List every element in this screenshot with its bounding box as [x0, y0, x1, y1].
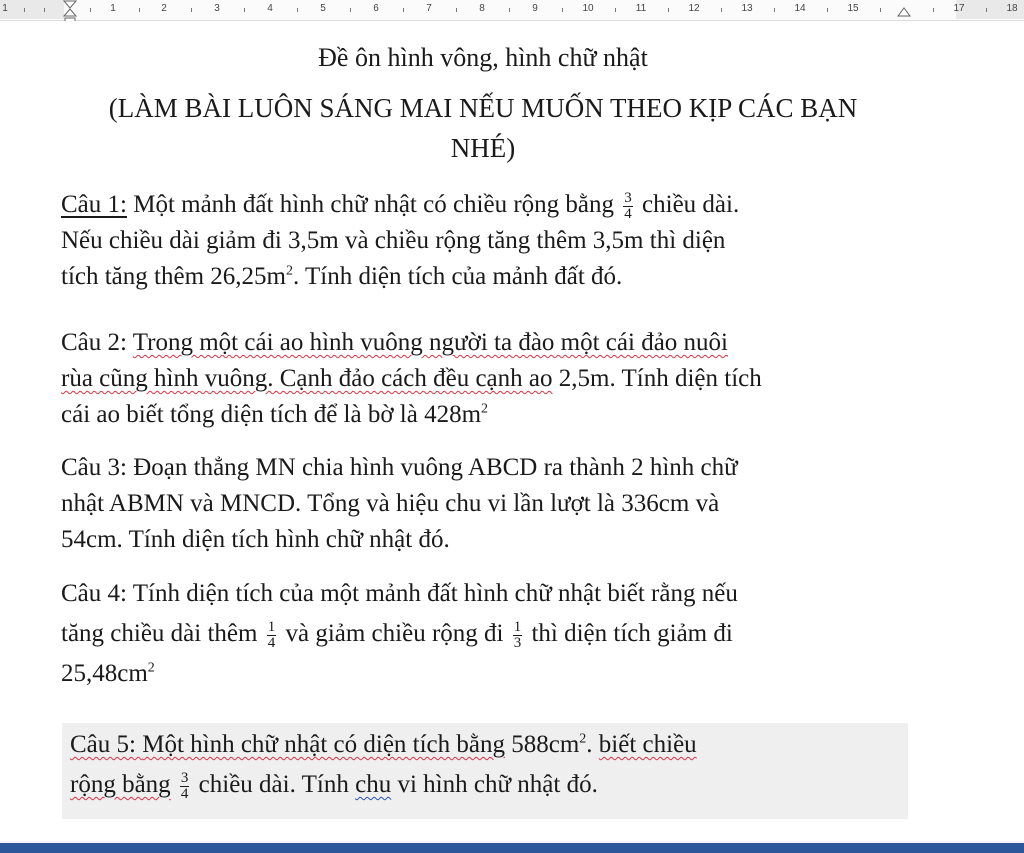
document-subtitle-line1: (LÀM BÀI LUÔN SÁNG MAI NẾU MUỐN THEO KỊP CÁC BẠN	[108, 93, 858, 123]
ruler-tick	[562, 8, 563, 12]
q5-line-1c: .	[586, 731, 599, 758]
fraction-3-4-q5: $\frac{3}{4}$	[180, 769, 189, 802]
q5-line-2c: chu	[355, 771, 392, 798]
q1-text-b: chiều dài.	[642, 191, 740, 218]
ruler-tick	[880, 8, 881, 12]
q2-line-3: cái ao biết tổng diện tích để là bờ là 428m	[61, 401, 482, 428]
ruler-tick	[24, 8, 25, 12]
ruler-label: 5	[320, 3, 326, 14]
ruler-tick	[139, 8, 140, 12]
ruler-tick	[191, 8, 192, 12]
ruler-label: 15	[847, 3, 859, 14]
fraction-1-3: $\frac{1}{3}$	[513, 618, 522, 651]
ruler-label: 13	[741, 3, 753, 14]
q5-line-2b: chiều dài. Tính	[198, 771, 356, 798]
ruler-label: 9	[532, 3, 538, 14]
q1-line-3b: . Tính diện tích của mảnh đất đó.	[292, 263, 623, 290]
ruler-tick	[933, 8, 934, 12]
ruler-label: 18	[1006, 3, 1018, 14]
ruler-tick	[403, 8, 404, 12]
ruler-tick	[774, 8, 775, 12]
ruler-tick	[615, 8, 616, 12]
q2-line-2b: 2,5m. Tính diện tích	[552, 365, 762, 392]
ruler-tick	[244, 8, 245, 12]
q4-superscript: 2	[147, 660, 155, 676]
question-5	[70, 727, 950, 807]
q5-line-2d: vi hình chữ nhật đó.	[391, 771, 598, 798]
fraction-1-4: $\frac{1}{4}$	[267, 618, 276, 651]
ruler-label: 1	[110, 3, 116, 14]
q4-line-2a: tăng chiều dài thêm	[61, 620, 258, 647]
ruler-label: 14	[794, 3, 806, 14]
document-title: Đề ôn hình vông, hình chữ nhật	[318, 43, 648, 72]
q1-line-3a: tích tăng thêm 26,25m	[61, 263, 286, 290]
ruler-tick	[668, 8, 669, 12]
q4-line-1: Câu 4: Tính diện tích của một mảnh đất hình chữ nhật biết rằng nếu	[61, 580, 738, 607]
q3-line-1: Câu 3: Đoạn thẳng MN chia hình vuông ABCD ra thành 2 hình chữ	[61, 454, 738, 481]
ruler-tick	[827, 8, 828, 12]
fraction-3-4: $\frac{3}{4}$	[624, 189, 632, 222]
horizontal-ruler[interactable]	[0, 0, 1024, 21]
ruler-tick	[986, 8, 987, 12]
q1-superscript: 2	[285, 263, 293, 279]
ruler-label: 3	[214, 3, 220, 14]
q1-text-a: Một mảnh đất hình chữ nhật có chiều rộng bằng	[126, 191, 615, 218]
ruler-label: 10	[582, 3, 594, 14]
ruler-tick	[509, 8, 510, 12]
ruler-label: 8	[479, 3, 485, 14]
ruler-label: 12	[688, 3, 700, 14]
ruler-label: 2	[161, 3, 167, 14]
ruler-label: 1	[2, 3, 8, 14]
ruler-label: 4	[267, 3, 273, 14]
question-5-label: Câu 5:	[70, 731, 143, 758]
document-page[interactable]	[0, 21, 1024, 841]
q2-line-1: Trong một cái ao hình vuông người ta đào một cái đảo nuôi	[132, 329, 728, 356]
q5-line-2a: rộng bằng	[70, 771, 171, 798]
document-subtitle-line2: NHÉ)	[450, 133, 516, 163]
ruler-tick	[721, 8, 722, 12]
q5-line-1a: Một hình chữ nhật có diện tích bằng	[142, 731, 505, 758]
q4-line-2b: và giảm chiều rộng đi	[285, 620, 504, 647]
ruler-left-margin	[0, 0, 64, 19]
ruler-tick	[90, 8, 91, 12]
ruler-label: 7	[426, 3, 432, 14]
ruler-tick	[44, 8, 45, 12]
ruler-tick	[297, 8, 298, 12]
q2-superscript: 2	[481, 401, 489, 417]
ruler-label: 11	[635, 3, 647, 14]
ruler-tick	[456, 8, 457, 12]
right-indent-marker[interactable]	[897, 4, 911, 18]
question-1-label: Câu 1:	[61, 191, 127, 218]
question-2	[61, 325, 941, 433]
ruler-label: 17	[953, 3, 965, 14]
q5-superscript: 2	[579, 731, 587, 747]
question-2-label: Câu 2:	[61, 329, 133, 356]
q2-line-2a: rùa cũng hình vuông. Cạnh đảo cách đều cạnh ao	[61, 365, 553, 392]
ruler-tick	[350, 8, 351, 12]
q3-line-2: nhật ABMN và MNCD. Tổng và hiệu chu vi lần lượt là 336cm và	[61, 490, 720, 517]
q5-line-1b: 588cm	[505, 731, 580, 758]
q3-line-3: 54cm. Tính diện tích hình chữ nhật đó.	[61, 526, 450, 553]
ruler-label: 6	[373, 3, 379, 14]
q1-line-2: Nếu chiều dài giảm đi 3,5m và chiều rộng tăng thêm 3,5m thì diện	[61, 227, 726, 254]
question-4	[61, 576, 941, 692]
question-1	[61, 187, 941, 295]
q4-line-3: 25,48cm	[61, 660, 148, 687]
q5-line-1d: biết chiều	[598, 731, 697, 758]
q4-line-2c: thì diện tích giảm đi	[531, 620, 733, 647]
question-3	[61, 450, 941, 558]
status-bar	[0, 843, 1024, 853]
